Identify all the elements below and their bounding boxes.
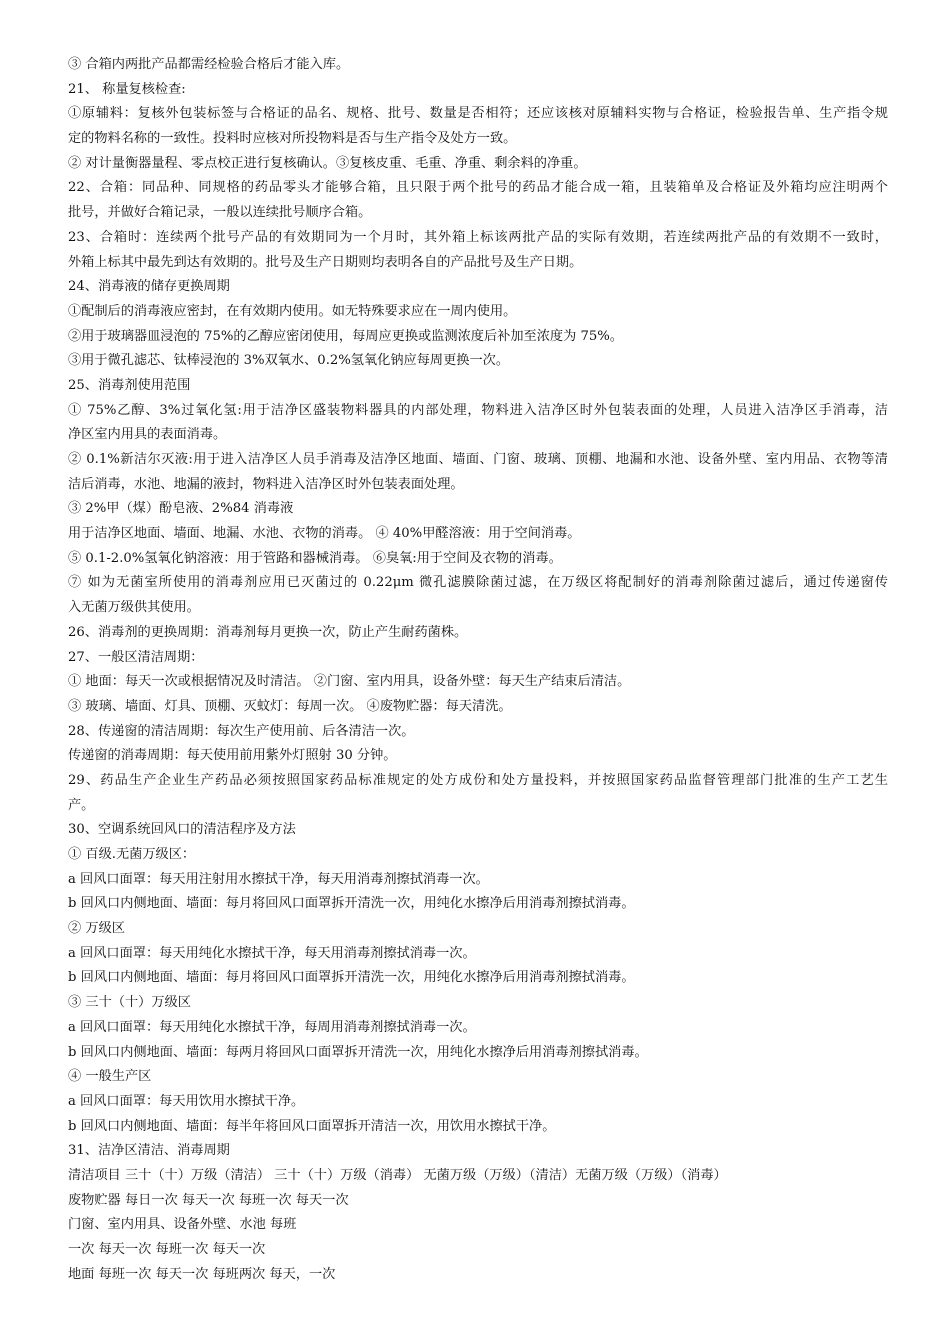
text-line: ③ 三十（十）万级区 bbox=[68, 995, 191, 1011]
text-line: 批号，并做好合箱记录，一般以连续批号顺序合箱。 bbox=[68, 205, 372, 221]
text-line: ② 万级区 bbox=[68, 921, 125, 937]
text-line: ① 75%乙醇、3%过氧化氢:用于洁净区盛装物料器具的内部处理，物料进入洁净区时外包装表面的处理，人员进入洁净区手消毒，洁 bbox=[68, 402, 888, 418]
text-line: a 回风口面罩：每天用饮用水擦拭干净。 bbox=[68, 1093, 305, 1109]
section-heading: 24、消毒液的储存更换周期 bbox=[68, 279, 230, 295]
section-heading: 21、 称量复核检查: bbox=[68, 81, 186, 97]
text-line: 定的物料名称的一致性。投料时应核对所投物料是否与生产指令及处方一致。 bbox=[68, 131, 517, 147]
text-line: 23、合箱时：连续两个批号产品的有效期同为一个月时，其外箱上标该两批产品的实际有效期，若连续两批产品的有效期不一致时， bbox=[68, 229, 888, 245]
text-line: 一次 每天一次 每班一次 每天一次 bbox=[68, 1242, 266, 1257]
text-line: ① 地面：每天一次或根据情况及时清洁。 ②门窗、室内用具，设备外壁：每天生产结束后清洁。 bbox=[68, 674, 631, 690]
section-heading: 28、传递窗的清洁周期：每次生产使用前、后各清洁一次。 bbox=[68, 723, 415, 739]
section-heading: 29、药品生产企业生产药品必须按照国家药品标准规定的处方成份和处方量投料，并按照国家药品监督管理部门批准的生产工艺生 bbox=[68, 772, 888, 788]
section-heading: 27、一般区清洁周期： bbox=[68, 649, 204, 665]
text-line: ④ 一般生产区 bbox=[68, 1069, 152, 1085]
section-heading: 31、洁净区清洁、消毒周期 bbox=[68, 1143, 230, 1159]
text-line: 产。 bbox=[68, 797, 95, 813]
section-heading: 30、空调系统回风口的清洁程序及方法 bbox=[68, 822, 296, 838]
text-line: 门窗、室内用具、设备外壁、水池 每班 bbox=[68, 1217, 297, 1233]
text-line: ③ 玻璃、墙面、灯具、顶棚、灭蚊灯：每周一次。 ④废物贮器：每天清洗。 bbox=[68, 698, 512, 714]
text-line: ③用于微孔滤芯、钛棒浸泡的 3%双氧水、0.2%氢氧化钠应每周更换一次。 bbox=[68, 353, 510, 369]
text-line: 入无菌万级供其使用。 bbox=[68, 600, 200, 616]
text-line: 洁后消毒，水池、地漏的液封，物料进入洁净区时外包装表面处理。 bbox=[68, 476, 464, 492]
text-line: ②用于玻璃器皿浸泡的 75%的乙醇应密闭使用，每周应更换或监测浓度后补加至浓度为 75%。 bbox=[68, 328, 623, 344]
text-line: 地面 每班一次 每天一次 每班两次 每天，一次 bbox=[68, 1266, 336, 1282]
text-line: ③ 2%甲（煤）酚皂液、2%84 消毒液 bbox=[68, 501, 294, 517]
text-line: 清洁项目 三十（十）万级（清洁） 三十（十）万级（消毒） 无菌万级（万级）（清洁）无菌万级（万级）（消毒） bbox=[68, 1167, 727, 1183]
text-line: ①原辅料：复核外包装标签与合格证的品名、规格、批号、数量是否相符；还应该核对原辅料实物与合格证，检验报告单、生产指令规 bbox=[68, 106, 888, 122]
section-heading: 25、消毒剂使用范围 bbox=[68, 377, 191, 393]
text-line: ② 对计量衡器量程、零点校正进行复核确认。③复核皮重、毛重、净重、剩余料的净重。 bbox=[68, 155, 587, 171]
text-line: ② 0.1%新洁尔灭液:用于进入洁净区人员手消毒及洁净区地面、墙面、门窗、玻璃、顶棚、地漏和水池、设备外壁、室内用品、衣物等清 bbox=[68, 452, 888, 467]
section-heading: 26、消毒剂的更换周期：消毒剂每月更换一次，防止产生耐药菌株。 bbox=[68, 624, 468, 640]
text-line: ⑦ 如为无菌室所使用的消毒剂应用已灭菌过的 0.22μm 微孔滤膜除菌过滤，在万级区将配制好的消毒剂除菌过滤后，通过传递窗传 bbox=[68, 575, 888, 591]
text-line: 净区室内用具的表面消毒。 bbox=[68, 427, 227, 443]
text-line: 22、合箱：同品种、同规格的药品零头才能够合箱，且只限于两个批号的药品才能合成一箱，且装箱单及合格证及外箱均应注明两个 bbox=[68, 180, 888, 196]
text-line: b 回风口内侧地面、墙面：每半年将回风口面罩拆开清洁一次，用饮用水擦拭干净。 bbox=[68, 1118, 556, 1134]
text-line: b 回风口内侧地面、墙面：每月将回风口面罩拆开清洗一次，用纯化水擦净后用消毒剂擦拭消毒。 bbox=[68, 970, 635, 986]
text-line: 用于洁净区地面、墙面、地漏、水池、衣物的消毒。 ④ 40%甲醛溶液：用于空间消毒。 bbox=[68, 526, 581, 542]
text-line: b 回风口内侧地面、墙面：每两月将回风口面罩拆开清洗一次，用纯化水擦净后用消毒剂擦拭消毒。 bbox=[68, 1044, 648, 1060]
text-line: 外箱上标其中最先到达有效期的。批号及生产日期则均表明各自的产品批号及生产日期。 bbox=[68, 254, 583, 270]
text-line: ③ 合箱内两批产品都需经检验合格后才能入库。 bbox=[68, 57, 350, 72]
text-line: ⑤ 0.1-2.0%氢氧化钠溶液：用于管路和器械消毒。 ⑥臭氧:用于空间及衣物的消毒。 bbox=[68, 550, 562, 566]
text-line: b 回风口内侧地面、墙面：每月将回风口面罩拆开清洗一次，用纯化水擦净后用消毒剂擦拭消毒。 bbox=[68, 896, 635, 912]
text-line: 废物贮器 每日一次 每天一次 每班一次 每天一次 bbox=[68, 1192, 349, 1208]
text-line: ①配制后的消毒液应密封，在有效期内使用。如无特殊要求应在一周内使用。 bbox=[68, 303, 517, 319]
text-line: ① 百级.无菌万级区： bbox=[68, 847, 196, 862]
text-line: a 回风口面罩：每天用纯化水擦拭干净，每周用消毒剂擦拭消毒一次。 bbox=[68, 1019, 476, 1035]
text-line: a 回风口面罩：每天用注射用水擦拭干净，每天用消毒剂擦拭消毒一次。 bbox=[68, 871, 489, 887]
text-line: a 回风口面罩：每天用纯化水擦拭干净，每天用消毒剂擦拭消毒一次。 bbox=[68, 945, 476, 961]
text-line: 传递窗的消毒周期：每天使用前用紫外灯照射 30 分钟。 bbox=[68, 748, 397, 764]
